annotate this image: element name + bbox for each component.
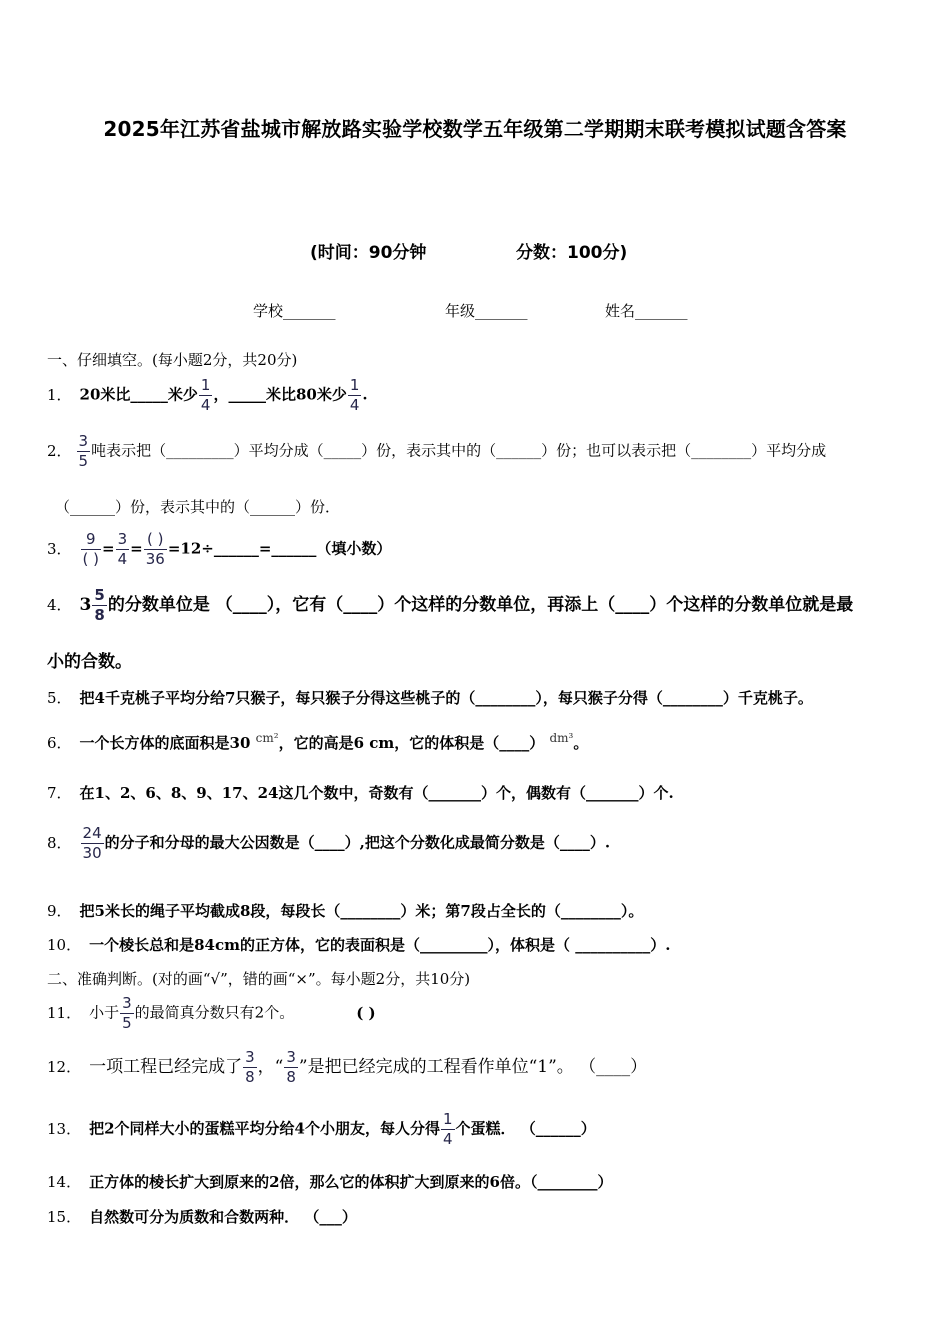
fraction: $\frac{3}{8}$ [286, 1048, 296, 1086]
fraction: $\frac{( )}{36}$ [145, 530, 165, 568]
question-1: 1． 20米比_____米少 $\frac{1}{4}$ ，_____米比80米少 $\frac{1}{4}$ . [47, 376, 368, 414]
question-8: 8． $\frac{24}{30}$ 的分子和分母的最大公因数是（____）,把这个分数化成最简分数是（____）. [47, 824, 611, 862]
question-2-cont: （______）份，表示其中的（______）份． [55, 498, 341, 516]
question-9: 9． 把5米长的绳子平均截成8段，每段长（________）米；第7段占全长的（________）。 [47, 902, 644, 920]
question-15: 15． 自然数可分为质数和合数两种． （___） [47, 1208, 357, 1226]
question-10: 10． 一个棱长总和是84cm的正方体，它的表面积是（_________），体积是（ __________）. [47, 936, 671, 954]
fraction: $\frac{1}{4}$ [442, 1110, 453, 1148]
fraction: $\frac{9}{( )}$ [82, 530, 100, 568]
question-13: 13． 把2个同样大小的蛋糕平均分给4个小朋友，每人分得 $\frac{1}{4}$ 个蛋糕． （______） [47, 1110, 596, 1148]
question-6: 6． 一个长方体的底面积是30 $^{cm^2}$，它的高是6 cm，它的体积是（____） $^{dm^3}$。 [47, 731, 589, 752]
section-heading-fill: 一、仔细填空。(每小题2分，共20分) [47, 351, 298, 369]
exam-score: 分数：100分) [516, 243, 628, 263]
question-11: 11． 小于 $\frac{3}{5}$ 的最简真分数只有2个。 ( ) [47, 994, 376, 1032]
fraction: $\frac{1}{4}$ [200, 376, 211, 414]
question-14: 14． 正方体的棱长扩大到原来的2倍，那么它的体积扩大到原来的6倍。（________） [47, 1173, 613, 1191]
fraction: $\frac{24}{30}$ [82, 824, 102, 862]
school-field: 学校_______ [253, 302, 336, 320]
question-4-cont: 小的合数。 [47, 652, 132, 672]
question-12: 12． 一项工程已经完成了 $\frac{3}{8}$ ，“ $\frac{3}{8}$ ”是把已经完成的工程看作单位“1”。 （____） [47, 1048, 648, 1086]
fraction: $\frac{5}{8}$ [94, 586, 105, 624]
exam-time: (时间：90分钟 [310, 243, 427, 263]
question-5: 5． 把4千克桃子平均分给7只猴子，每只猴子分得这些桃子的（________），每只猴子分得（________）千克桃子。 [47, 689, 813, 707]
question-7: 7． 在1、2、6、8、9、17、24这几个数中，奇数有（_______）个，偶数有（_______）个. [47, 784, 674, 802]
grade-field: 年级_______ [445, 302, 528, 320]
fraction: $\frac{3}{4}$ [117, 530, 128, 568]
page-title: 2025年江苏省盐城市解放路实验学校数学五年级第二学期期末联考模拟试题含答案 [103, 117, 847, 141]
name-field: 姓名_______ [605, 302, 688, 320]
question-2: 2． $\frac{3}{5}$ 吨表示把（_________）平均分成（_____）份，表示其中的（______）份；也可以表示把（________）平均分成 [47, 432, 827, 470]
section-heading-judge: 二、准确判断。(对的画“√”，错的画“×”。每小题2分，共10分) [47, 970, 471, 988]
fraction: $\frac{3}{8}$ [245, 1048, 255, 1086]
fraction: $\frac{3}{5}$ [122, 994, 132, 1032]
question-3: 3． $\frac{9}{( )}$ = $\frac{3}{4}$ = $\frac{( )}{36}$ =12÷______=______（填小数） [47, 530, 392, 568]
question-4: 4． 3 $\frac{5}{8}$ 的分数单位是 （____），它有（____）个这样的分数单位，再添上（____）个这样的分数单位就是最 [47, 586, 854, 624]
fraction: $\frac{3}{5}$ [78, 432, 89, 470]
fraction: $\frac{1}{4}$ [349, 376, 360, 414]
